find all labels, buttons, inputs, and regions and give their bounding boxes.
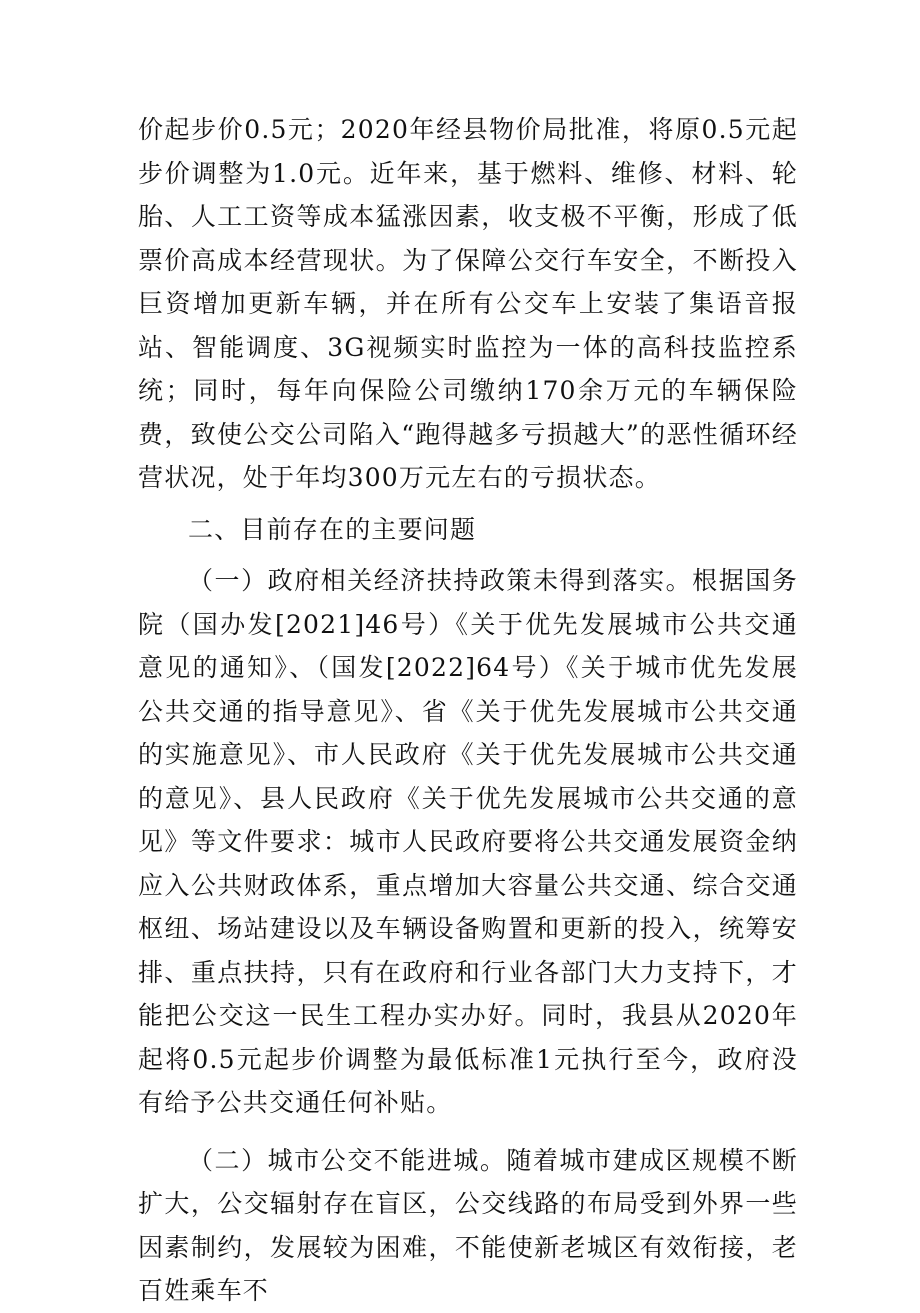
section-heading-main-problems: 二、目前存在的主要问题 bbox=[188, 514, 477, 544]
paragraph-policy-not-implemented: （一）政府相关经济扶持政策未得到落实。根据国务院（国办发[2021]46号）《关于优先发展城市公共交通意见的通知》、（国发[2022]64号）《关于城市优先发展公共交通的指导意见》、省《关于优先发展城市公共交通的实施意见》、市人民政府《关于优先发展城市公共交通的意见》、县人民政府《关于优先发展城市公共交通的意见》等文件要求：城市人民政府要将公共交通发展资金纳应入公共财政体系，重点增加大容量公共交通、综合交通枢纽、场站建设以及车辆设备购置和更新的投入，统筹安排、重点扶持，只有在政府和行业各部门大力支持下，才能把公交这一民生工程办实办好。同时，我县从2020年起将0.5元起步价调整为最低标准1元执行至今，政府没有给予公共交通任何补贴。 bbox=[138, 566, 798, 1117]
document-body bbox=[138, 108, 798, 1313]
paragraph-cost-status: 价起步价0.5元；2020年经县物价局批准，将原0.5元起步价调整为1.0元。近年来，基于燃料、维修、材料、轮胎、人工工资等成本猛涨因素，收支极不平衡，形成了低票价高成本经营现状。为了保障公交行车安全，不断投入巨资增加更新车辆，并在所有公交车上安装了集语音报站、智能调度、3G视频实时监控为一体的高科技监控系统；同时，每年向保险公司缴纳170余万元的车辆保险费，致使公交公司陷入“跑得越多亏损越大”的恶性循环经营状况，处于年均300万元左右的亏损状态。 bbox=[138, 115, 798, 492]
paragraph-bus-cannot-enter-city: （二）城市公交不能进城。随着城市建成区规模不断扩大，公交辐射存在盲区，公交线路的布局受到外界一些因素制约，发展较为困难，不能使新老城区有效衔接，老百姓乘车不 bbox=[138, 1145, 798, 1305]
